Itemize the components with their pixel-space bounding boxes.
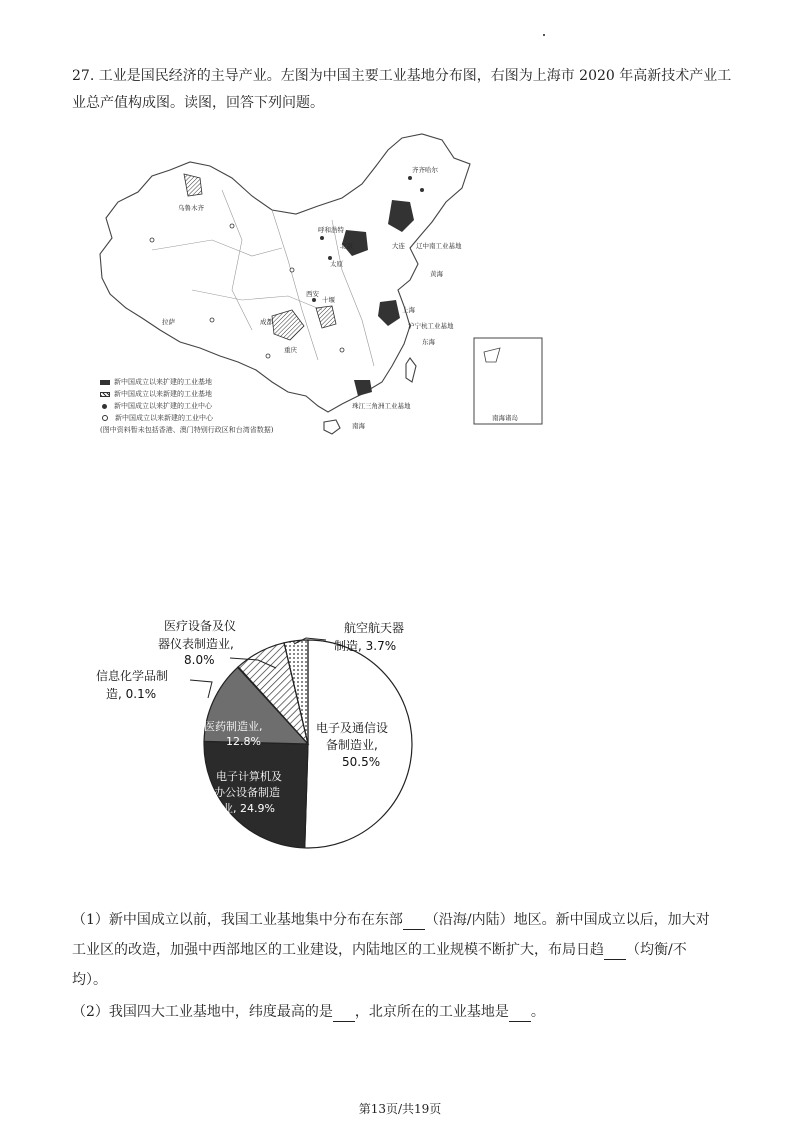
label-nanhai: 南海 [352, 422, 365, 430]
label-s2-line1: 医药制造业, [204, 720, 263, 733]
city-label-dalian: 大连 [392, 242, 405, 250]
label-donghai: 东海 [422, 338, 435, 346]
map-note: (图中资料暂未包括香港、澳门特别行政区和台湾省数据) [100, 426, 274, 434]
label-s5-line2: 制造, 3.7% [334, 639, 397, 653]
question-line-1: 27. 工业是国民经济的主导产业。左图为中国主要工业基地分布图，右图为上海市 2020 年高新技术产业工 [72, 68, 732, 84]
label-s4-line3: 8.0% [184, 653, 215, 667]
hollow-dot-icon [102, 415, 108, 421]
page-dot [543, 34, 545, 36]
label-s1-line3: 业, 24.9% [222, 802, 275, 815]
hatched-area-icon [100, 392, 110, 397]
answer-blank[interactable] [333, 1007, 355, 1022]
central-base [316, 306, 336, 328]
map-legend [100, 376, 273, 436]
legend-item: 新中国成立以来扩建的工业中心 [100, 400, 273, 412]
answer-blank[interactable] [509, 1007, 531, 1022]
pie-chart [80, 608, 440, 870]
page-footer: 第13页/共19页 [358, 1102, 442, 1116]
city-label-taiyuan: 太原 [330, 260, 343, 268]
answer-blank[interactable] [403, 915, 425, 930]
city-label-wulumuqi: 乌鲁木齐 [178, 204, 204, 212]
legend-item: 新中国成立以来扩建的工业基地 [100, 376, 273, 388]
city-label-huhehaote: 呼和浩特 [318, 226, 344, 234]
city-label-chongqing: 重庆 [284, 346, 297, 354]
label-s1-line2: 办公设备制造 [214, 786, 280, 799]
solid-area-icon [100, 380, 110, 385]
label-s0-line3: 50.5% [342, 755, 381, 769]
city-label-chengdu: 成都 [260, 318, 273, 326]
label-nanhaizhudao: 南海诸岛 [492, 414, 518, 422]
city-label-xian: 西安 [306, 290, 319, 298]
label-s5-line1: 航空航天器 [344, 621, 405, 635]
huning-base [378, 300, 400, 326]
city-label-lasa: 拉萨 [162, 318, 175, 326]
label-s1-line1: 电子计算机及 [216, 770, 282, 783]
label-s2-line2: 12.8% [226, 735, 261, 748]
city-label-beijing: 北京 [340, 242, 353, 250]
q1-line-2: 工业区的改造，加强中西部地区的工业建设，内陆地区的工业规模不断扩大，布局日趋 （均衡/不 [72, 942, 687, 958]
label-huninghang: 沪宁杭工业基地 [408, 322, 454, 330]
xinjiang-base [184, 174, 202, 196]
filled-dot-icon [102, 404, 107, 409]
south-sea-inset [474, 338, 542, 424]
liaozhongnan-base [388, 200, 414, 232]
legend-item: 新中国成立以来新建的工业中心 [100, 412, 273, 424]
leader-line [190, 680, 212, 698]
city-label-qiqihaer: 齐齐哈尔 [412, 166, 438, 174]
label-liaozhongnan: 辽中南工业基地 [416, 242, 462, 250]
label-s0-line1: 电子及通信设 [316, 721, 389, 735]
answer-blank[interactable] [604, 945, 626, 960]
legend-item: 新中国成立以来新建的工业基地 [100, 388, 273, 400]
label-s0-line2: 备制造业, [326, 738, 378, 752]
hainan-outline [324, 420, 340, 434]
label-s3-line1: 信息化学品制 [96, 669, 169, 683]
zhujiang-base [354, 380, 372, 396]
city-label-shiyan: 十堰 [322, 296, 335, 304]
q2-line: （2）我国四大工业基地中，纬度最高的是 ，北京所在的工业基地是 。 [72, 1004, 545, 1020]
q1-line-3: 均）。 [72, 972, 107, 988]
label-huanghai: 黄海 [430, 270, 443, 278]
label-zhujiang: 珠江三角洲工业基地 [352, 402, 411, 410]
taiwan-outline [406, 358, 416, 382]
city-label-shanghai: 上海 [402, 306, 415, 314]
q1-line-1: （1）新中国成立以前，我国工业基地集中分布在东部 （沿海/内陆）地区。新中国成立以后，加大对 [72, 912, 710, 928]
label-s4-line2: 器仪表制造业, [158, 637, 234, 651]
question-line-2: 业总产值构成图。读图，回答下列问题。 [72, 95, 324, 111]
label-s3-line2: 造, 0.1% [106, 687, 157, 701]
sichuan-base [272, 310, 304, 340]
label-s4-line1: 医疗设备及仪 [164, 619, 237, 633]
